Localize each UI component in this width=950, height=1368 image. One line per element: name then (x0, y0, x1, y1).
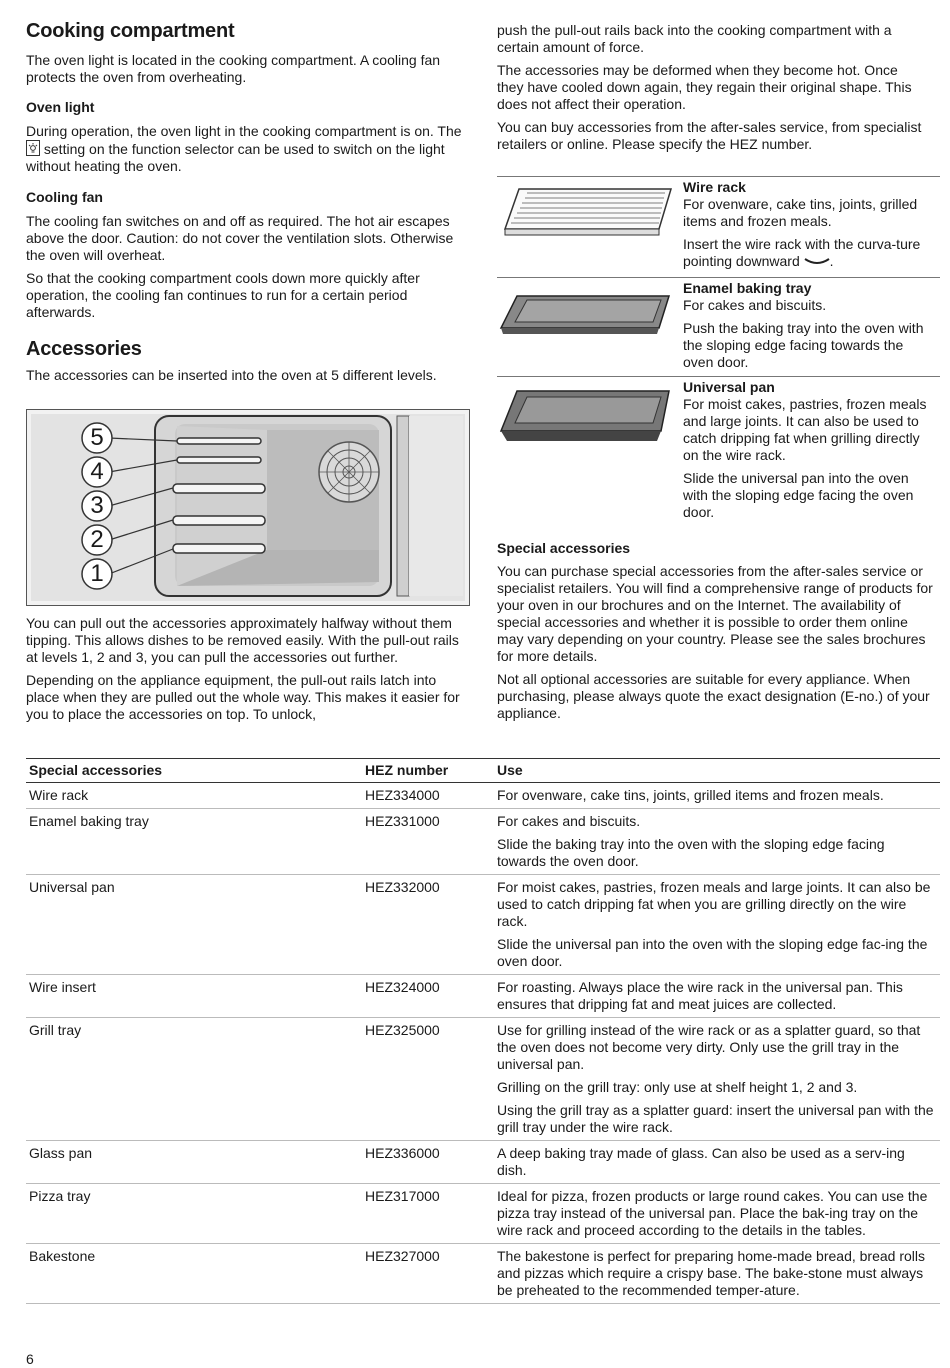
accessory-name-cell: Wire rack (26, 783, 362, 809)
table-row (26, 875, 940, 975)
hez-number-cell: HEZ325000 (362, 1018, 494, 1141)
oven-light-text: During operation, the oven light in the cooking compartment is on. The setting on the function selector can be used to switch on the light without heating the oven. (26, 123, 462, 174)
use-paragraph: Ideal for pizza, frozen products or large round cakes. You can use the pizza tray instead of the universal pan. Place the bak-ing tray on the wire rack and proceed according to the details in the tables. (497, 1188, 928, 1238)
accessory-wire-rack (497, 176, 940, 277)
table-row (26, 1184, 940, 1244)
use-cell (494, 1184, 940, 1244)
accessory-universal-pan (497, 376, 940, 527)
curvature-down-icon (804, 253, 830, 263)
use-paragraph: Grilling on the grill tray: only use at shelf height 1, 2 and 3. (497, 1079, 858, 1095)
table-row (26, 1141, 940, 1184)
table-row (26, 975, 940, 1018)
wire-rack-text (683, 179, 933, 270)
accessory-name-cell: Enamel baking tray (26, 809, 362, 875)
special-accessories-text-1: You can purchase special accessories from the after-sales service or specialist retailers. You will find a comprehensive range of products for your oven in our brochures and on the Internet. The availability of special accessories and whether it is possible to order them online may vary depending on your country. Please see the sales brochures for more details. (497, 563, 933, 664)
use-cell (494, 783, 940, 809)
accessories-heading: Accessories (26, 338, 142, 360)
special-accessories-section (497, 540, 937, 722)
deform-text: The accessories may be deformed when they become hot. Once they have cooled down again, they regain their original shape. This does not affect their operation. (497, 62, 912, 112)
use-paragraph: The bakestone is perfect for preparing home-made bread, bread rolls and pizzas which require a crispy base. The bake-stone must always be preheated to the recommended temper-ature. (497, 1248, 926, 1298)
pullout-text-1: You can pull out the accessories approximately halfway without them tipping. This allows dishes to be removed easily. With the pull-out rails at levels 1, 2 and 3, you can pull the accessories out further. (26, 615, 459, 665)
fan-icon (319, 442, 379, 502)
special-accessories-text-2: Not all optional accessories are suitable for every appliance. When purchasing, please always quote the exact designation (E-no.) of your appliance. (497, 671, 930, 721)
level-4-label: 4 (90, 458, 104, 485)
special-accessories-table (26, 758, 940, 1304)
wire-rack-note: Insert the wire rack with the curva-ture pointing downward . (683, 236, 921, 269)
header-use: Use (494, 759, 940, 783)
enamel-baking-tray-note: Push the baking tray into the oven with the sloping edge facing towards the oven door. (683, 320, 924, 370)
use-paragraph: For moist cakes, pastries, frozen meals and large joints. It can also be used to catch dripping fat when you are grilling directly on the wire rack. (497, 879, 931, 929)
accessory-name-cell: Glass pan (26, 1141, 362, 1184)
hez-number-cell: HEZ327000 (362, 1244, 494, 1304)
use-paragraph: Using the grill tray as a splatter guard: insert the universal pan with the grill tray under the wire rack. (497, 1102, 934, 1135)
accessory-name-cell: Bakestone (26, 1244, 362, 1304)
use-cell (494, 809, 940, 875)
hez-number-cell: HEZ324000 (362, 975, 494, 1018)
universal-pan-note: Slide the universal pan into the oven with the sloping edge facing the oven door. (683, 470, 914, 520)
accessory-name-cell: Grill tray (26, 1018, 362, 1141)
table-row (26, 1018, 940, 1141)
cooling-fan-text-1: The cooling fan switches on and off as required. The hot air escapes above the door. Caution: do not cover the ventilation slots. Otherwise the oven will overheat. (26, 213, 454, 263)
header-special-accessories: Special accessories (26, 759, 362, 783)
use-paragraph: For roasting. Always place the wire rack in the universal pan. This ensures that dripping fat and meat juices are collected. (497, 979, 903, 1012)
special-accessories-heading: Special accessories (497, 540, 631, 556)
cooling-fan-heading: Cooling fan (26, 189, 103, 205)
page-number: 6 (26, 1351, 34, 1367)
accessory-enamel-baking-tray (497, 277, 940, 376)
enamel-baking-tray-image (497, 278, 677, 374)
cooling-fan-text-2: So that the cooking compartment cools down more quickly after operation, the cooling fan continues to run for a certain period afterwards. (26, 270, 420, 320)
light-bulb-icon (26, 140, 40, 156)
hez-number-cell: HEZ317000 (362, 1184, 494, 1244)
wire-rack-desc: For ovenware, cake tins, joints, grilled items and frozen meals. (683, 196, 918, 229)
header-hez-number: HEZ number (362, 759, 494, 783)
level-2-label: 2 (90, 526, 104, 553)
universal-pan-title: Universal pan (683, 379, 775, 395)
accessory-name-cell: Universal pan (26, 875, 362, 975)
level-5-label: 5 (90, 424, 104, 451)
left-column (26, 20, 470, 384)
table-header-row (26, 759, 940, 783)
universal-pan-text (683, 379, 933, 521)
use-cell (494, 975, 940, 1018)
enamel-baking-tray-desc: For cakes and biscuits. (683, 297, 827, 313)
buy-text: You can buy accessories from the after-sales service, from specialist retailers or online. Please specify the HEZ number. (497, 119, 922, 152)
table-row (26, 809, 940, 875)
accessory-name-cell: Pizza tray (26, 1184, 362, 1244)
enamel-baking-tray-title: Enamel baking tray (683, 280, 812, 296)
pullout-section (26, 615, 470, 723)
use-paragraph: Use for grilling instead of the wire rack or as a splatter guard, so that the oven does not become very dirty. Only use the grill tray in the universal pan. (497, 1022, 921, 1072)
use-cell (494, 1018, 940, 1141)
oven-levels-illustration (26, 409, 470, 606)
unlock-continuation-text: push the pull-out rails back into the cooking compartment with a certain amount of force. (497, 22, 892, 55)
accessories-intro: The accessories can be inserted into the oven at 5 different levels. (26, 367, 437, 383)
use-paragraph: For ovenware, cake tins, joints, grilled items and frozen meals. (497, 787, 884, 803)
hez-number-cell: HEZ334000 (362, 783, 494, 809)
table-row (26, 1244, 940, 1304)
cooking-compartment-heading: Cooking compartment (26, 20, 235, 42)
level-1-label: 1 (90, 560, 104, 587)
use-cell (494, 1244, 940, 1304)
hez-number-cell: HEZ332000 (362, 875, 494, 975)
accessory-name-cell: Wire insert (26, 975, 362, 1018)
oven-light-heading: Oven light (26, 99, 95, 115)
enamel-baking-tray-text (683, 280, 933, 371)
table-row (26, 783, 940, 809)
level-3-label: 3 (90, 492, 104, 519)
use-paragraph: Slide the baking tray into the oven with the sloping edge facing towards the oven door. (497, 836, 885, 869)
wire-rack-title: Wire rack (683, 179, 746, 195)
hez-number-cell: HEZ336000 (362, 1141, 494, 1184)
right-column-top (497, 22, 927, 153)
use-cell (494, 875, 940, 975)
use-paragraph: A deep baking tray made of glass. Can also be used as a serv-ing dish. (497, 1145, 905, 1178)
universal-pan-image (497, 377, 677, 473)
hez-number-cell: HEZ331000 (362, 809, 494, 875)
cooking-intro: The oven light is located in the cooking compartment. A cooling fan protects the oven from overheating. (26, 52, 441, 85)
pullout-text-2: Depending on the appliance equipment, the pull-out rails latch into place when they are pulled out the whole way. This makes it easier for you to place the accessories on top. To unlock, (26, 672, 460, 722)
use-cell (494, 1141, 940, 1184)
universal-pan-desc: For moist cakes, pastries, frozen meals and large joints. It can also be used to catch dripping fat when grilling directly on the wire rack. (683, 396, 927, 463)
use-paragraph: For cakes and biscuits. (497, 813, 641, 829)
use-paragraph: Slide the universal pan into the oven with the sloping edge fac-ing the oven door. (497, 936, 928, 969)
wire-rack-image (497, 177, 677, 273)
